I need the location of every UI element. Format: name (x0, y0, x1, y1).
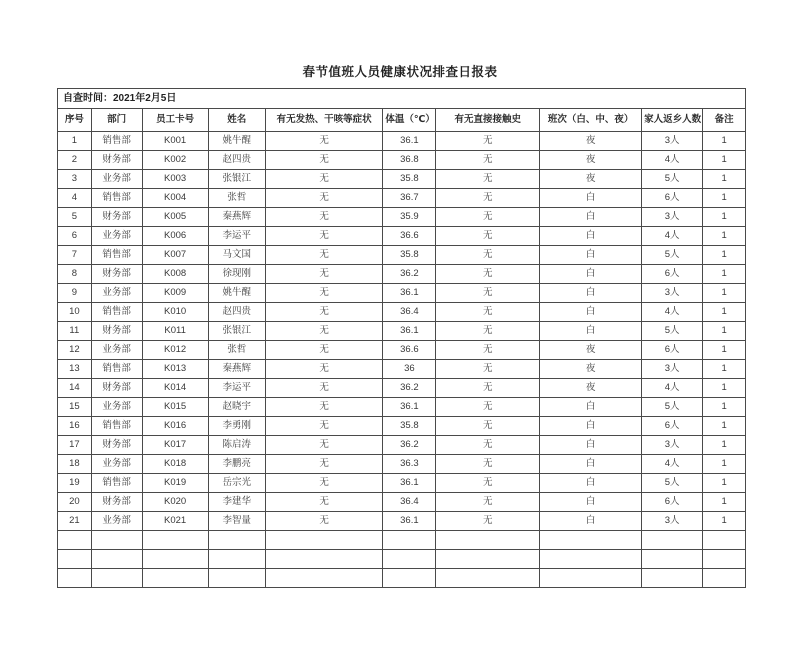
table-cell: 13 (58, 360, 92, 379)
table-cell: 赵四贵 (208, 151, 265, 170)
table-row (58, 455, 746, 474)
table-cell: 5 (58, 208, 92, 227)
table-cell: 无 (436, 379, 540, 398)
table-cell: 36.8 (383, 151, 436, 170)
table-cell: 1 (703, 265, 746, 284)
table-cell: 销售部 (91, 417, 142, 436)
table-cell: 36.1 (383, 398, 436, 417)
table-cell: 无 (436, 265, 540, 284)
table-cell: 3人 (642, 208, 703, 227)
table-cell: K009 (142, 284, 208, 303)
table-cell: 财务部 (91, 208, 142, 227)
empty-cell (540, 550, 642, 569)
empty-cell (208, 531, 265, 550)
table-cell: 无 (265, 417, 383, 436)
empty-cell (703, 569, 746, 588)
table-cell: 无 (265, 132, 383, 151)
table-row (58, 322, 746, 341)
table-cell: 2 (58, 151, 92, 170)
table-cell: 4人 (642, 227, 703, 246)
table-cell: 36.1 (383, 284, 436, 303)
table-cell: 1 (703, 132, 746, 151)
table-row (58, 265, 746, 284)
table-cell: 1 (703, 208, 746, 227)
table-cell: 无 (265, 284, 383, 303)
table-cell: 21 (58, 512, 92, 531)
table-cell: 1 (703, 151, 746, 170)
table-cell: 业务部 (91, 341, 142, 360)
empty-cell (703, 550, 746, 569)
empty-cell (58, 569, 92, 588)
table-cell: 4人 (642, 303, 703, 322)
table-cell: K012 (142, 341, 208, 360)
table-cell: K010 (142, 303, 208, 322)
table-cell: 销售部 (91, 303, 142, 322)
table-cell: K007 (142, 246, 208, 265)
table-cell: 36.2 (383, 436, 436, 455)
table-cell: 白 (540, 189, 642, 208)
table-cell: 1 (703, 379, 746, 398)
empty-cell (91, 550, 142, 569)
table-cell: 3人 (642, 512, 703, 531)
table-cell: 1 (703, 436, 746, 455)
table-cell: 徐现刚 (208, 265, 265, 284)
table-cell: 白 (540, 455, 642, 474)
table-cell: 5人 (642, 170, 703, 189)
header-cell: 家人返乡人数 (642, 109, 703, 132)
report-table (57, 88, 746, 588)
empty-cell (91, 569, 142, 588)
header-cell: 体温（℃） (383, 109, 436, 132)
header-cell: 备注 (703, 109, 746, 132)
table-cell: 无 (265, 246, 383, 265)
table-cell: K019 (142, 474, 208, 493)
table-cell: 36 (383, 360, 436, 379)
header-cell: 序号 (58, 109, 92, 132)
table-cell: 1 (703, 170, 746, 189)
table-cell: 36.1 (383, 512, 436, 531)
self-check-date: 2021年2月5日 (113, 93, 177, 104)
table-cell: 16 (58, 417, 92, 436)
table-cell: 李鹏亮 (208, 455, 265, 474)
table-cell: 白 (540, 284, 642, 303)
table-cell: 4人 (642, 455, 703, 474)
table-cell: 6 (58, 227, 92, 246)
table-row (58, 246, 746, 265)
table-cell: K004 (142, 189, 208, 208)
table-cell: 35.8 (383, 170, 436, 189)
table-cell: 无 (265, 398, 383, 417)
table-cell: 7 (58, 246, 92, 265)
table-cell: 4 (58, 189, 92, 208)
table-cell: 白 (540, 208, 642, 227)
table-row (58, 132, 746, 151)
table-cell: 无 (436, 132, 540, 151)
table-cell: 36.4 (383, 303, 436, 322)
table-cell: 无 (265, 189, 383, 208)
table-cell: 无 (436, 284, 540, 303)
table-cell: K018 (142, 455, 208, 474)
table-cell: 业务部 (91, 455, 142, 474)
table-cell: 无 (436, 170, 540, 189)
empty-cell (91, 531, 142, 550)
table-cell: 6人 (642, 265, 703, 284)
empty-cell (142, 569, 208, 588)
table-cell: 无 (265, 303, 383, 322)
page-title: 春节值班人员健康状况排查日报表 (302, 65, 498, 79)
table-cell: 财务部 (91, 151, 142, 170)
table-cell: 无 (265, 170, 383, 189)
table-cell: 3 (58, 170, 92, 189)
table-cell: 36.2 (383, 379, 436, 398)
table-cell: 销售部 (91, 360, 142, 379)
table-cell: 1 (703, 455, 746, 474)
table-row (58, 170, 746, 189)
table-cell: 20 (58, 493, 92, 512)
table-row (58, 398, 746, 417)
table-cell: 秦燕辉 (208, 208, 265, 227)
empty-cell (58, 550, 92, 569)
table-cell: 李建华 (208, 493, 265, 512)
table-cell: 无 (436, 474, 540, 493)
table-cell: 业务部 (91, 170, 142, 189)
table-cell: 1 (703, 417, 746, 436)
table-cell: 财务部 (91, 493, 142, 512)
table-cell: 白 (540, 303, 642, 322)
table-cell: 1 (703, 303, 746, 322)
table-cell: 1 (703, 474, 746, 493)
table-cell: 无 (436, 398, 540, 417)
header-cell: 有无直接接触史 (436, 109, 540, 132)
table-cell: 无 (436, 303, 540, 322)
table-cell: 岳宗光 (208, 474, 265, 493)
table-cell: 无 (265, 341, 383, 360)
table-cell: 4人 (642, 151, 703, 170)
header-cell: 姓名 (208, 109, 265, 132)
table-cell: 17 (58, 436, 92, 455)
table-cell: 夜 (540, 379, 642, 398)
table-cell: 1 (703, 360, 746, 379)
table-cell: K021 (142, 512, 208, 531)
table-cell: 张哲 (208, 341, 265, 360)
table-cell: 无 (265, 322, 383, 341)
table-cell: 36.4 (383, 493, 436, 512)
table-row (58, 303, 746, 322)
table-cell: 张银江 (208, 322, 265, 341)
table-cell: 36.2 (383, 265, 436, 284)
table-cell: 36.1 (383, 474, 436, 493)
table-cell: 无 (265, 151, 383, 170)
table-cell: K005 (142, 208, 208, 227)
empty-cell (642, 550, 703, 569)
table-cell: 无 (436, 436, 540, 455)
table-cell: 36.3 (383, 455, 436, 474)
empty-cell (436, 569, 540, 588)
empty-cell (58, 531, 92, 550)
table-cell: 6人 (642, 189, 703, 208)
table-cell: 35.9 (383, 208, 436, 227)
table-cell: 15 (58, 398, 92, 417)
table-cell: 36.6 (383, 227, 436, 246)
table-cell: 夜 (540, 360, 642, 379)
table-cell: 李智量 (208, 512, 265, 531)
table-cell: 白 (540, 436, 642, 455)
table-cell: 白 (540, 398, 642, 417)
table-row (58, 284, 746, 303)
table-cell: 36.1 (383, 132, 436, 151)
empty-cell (142, 550, 208, 569)
table-cell: 无 (265, 360, 383, 379)
table-cell: K011 (142, 322, 208, 341)
header-cell: 员工卡号 (142, 109, 208, 132)
empty-row (58, 531, 746, 550)
table-cell: 夜 (540, 132, 642, 151)
table-cell: 财务部 (91, 436, 142, 455)
empty-cell (142, 531, 208, 550)
empty-cell (383, 569, 436, 588)
empty-cell (436, 550, 540, 569)
table-cell: 夜 (540, 341, 642, 360)
table-cell: 36.6 (383, 341, 436, 360)
table-cell: 1 (703, 227, 746, 246)
empty-cell (265, 550, 383, 569)
self-check-label: 自查时间： (63, 93, 113, 104)
empty-cell (383, 531, 436, 550)
table-cell: 白 (540, 265, 642, 284)
table-cell: 无 (436, 360, 540, 379)
table-cell: K008 (142, 265, 208, 284)
table-cell: K015 (142, 398, 208, 417)
table-cell: 1 (58, 132, 92, 151)
table-cell: 销售部 (91, 246, 142, 265)
table-cell: 销售部 (91, 189, 142, 208)
table-cell: 无 (436, 455, 540, 474)
table-cell: 李勇刚 (208, 417, 265, 436)
table-cell: 5人 (642, 322, 703, 341)
table-cell: 1 (703, 398, 746, 417)
table-cell: 36.1 (383, 322, 436, 341)
table-cell: 白 (540, 227, 642, 246)
table-row (58, 474, 746, 493)
table-cell: 3人 (642, 132, 703, 151)
empty-cell (642, 531, 703, 550)
table-cell: 白 (540, 417, 642, 436)
table-cell: 6人 (642, 417, 703, 436)
table-row (58, 512, 746, 531)
empty-cell (436, 531, 540, 550)
table-cell: 36.7 (383, 189, 436, 208)
header-cell: 有无发热、干咳等症状 (265, 109, 383, 132)
table-cell: K020 (142, 493, 208, 512)
table-cell: 无 (265, 379, 383, 398)
table-cell: 无 (436, 493, 540, 512)
table-cell: 10 (58, 303, 92, 322)
empty-cell (642, 569, 703, 588)
table-cell: 无 (265, 208, 383, 227)
table-row (58, 417, 746, 436)
table-cell: 无 (436, 246, 540, 265)
table-cell: 无 (265, 455, 383, 474)
table-cell: 业务部 (91, 512, 142, 531)
table-cell: 业务部 (91, 284, 142, 303)
table-cell: 无 (436, 341, 540, 360)
table-cell: K013 (142, 360, 208, 379)
table-cell: 1 (703, 341, 746, 360)
table-cell: K006 (142, 227, 208, 246)
self-check-time-row (58, 89, 746, 109)
table-cell: 1 (703, 493, 746, 512)
table-cell: 3人 (642, 436, 703, 455)
table-cell: 无 (436, 189, 540, 208)
table-cell: 姚牛醒 (208, 132, 265, 151)
table-cell: 无 (265, 265, 383, 284)
table-cell: 夜 (540, 170, 642, 189)
header-cell: 部门 (91, 109, 142, 132)
table-cell: 张哲 (208, 189, 265, 208)
table-cell: 白 (540, 512, 642, 531)
empty-cell (208, 550, 265, 569)
table-cell: 18 (58, 455, 92, 474)
table-cell: 6人 (642, 341, 703, 360)
table-cell: 19 (58, 474, 92, 493)
table-cell: 白 (540, 246, 642, 265)
table-cell: K003 (142, 170, 208, 189)
empty-row (58, 550, 746, 569)
table-cell: 无 (436, 151, 540, 170)
table-cell: 张银江 (208, 170, 265, 189)
table-row (58, 493, 746, 512)
table-cell: 无 (265, 227, 383, 246)
table-cell: K017 (142, 436, 208, 455)
table-cell: 白 (540, 493, 642, 512)
empty-cell (383, 550, 436, 569)
table-cell: 12 (58, 341, 92, 360)
table-cell: 财务部 (91, 265, 142, 284)
table-cell: K002 (142, 151, 208, 170)
table-cell: K001 (142, 132, 208, 151)
empty-cell (703, 531, 746, 550)
empty-cell (265, 531, 383, 550)
table-row (58, 227, 746, 246)
table-cell: 6人 (642, 493, 703, 512)
table-cell: 业务部 (91, 398, 142, 417)
table-cell: 夜 (540, 151, 642, 170)
table-cell: 无 (436, 512, 540, 531)
table-cell: 姚牛醒 (208, 284, 265, 303)
table-cell: 35.8 (383, 417, 436, 436)
table-cell: 无 (265, 512, 383, 531)
table-cell: 5人 (642, 398, 703, 417)
table-cell: 财务部 (91, 322, 142, 341)
empty-row (58, 569, 746, 588)
table-cell: 9 (58, 284, 92, 303)
table-cell: 35.8 (383, 246, 436, 265)
table-cell: 赵晓宇 (208, 398, 265, 417)
table-row (58, 436, 746, 455)
table-cell: 销售部 (91, 132, 142, 151)
table-row (58, 151, 746, 170)
self-check-time (58, 89, 746, 109)
table-cell: 马文国 (208, 246, 265, 265)
table-cell: K016 (142, 417, 208, 436)
table-cell: 3人 (642, 284, 703, 303)
table-cell: 1 (703, 246, 746, 265)
table-cell: 业务部 (91, 227, 142, 246)
table-cell: 白 (540, 322, 642, 341)
table-cell: 无 (436, 208, 540, 227)
table-cell: K014 (142, 379, 208, 398)
table-cell: 1 (703, 512, 746, 531)
table-cell: 无 (436, 322, 540, 341)
table-cell: 白 (540, 474, 642, 493)
table-cell: 4人 (642, 379, 703, 398)
table-cell: 李运平 (208, 227, 265, 246)
table-cell: 陈启涛 (208, 436, 265, 455)
table-cell: 无 (265, 493, 383, 512)
table-cell: 赵四贵 (208, 303, 265, 322)
table-cell: 秦燕辉 (208, 360, 265, 379)
header-cell: 班次（白、中、夜） (540, 109, 642, 132)
table-row (58, 208, 746, 227)
table-cell: 14 (58, 379, 92, 398)
table-cell: 销售部 (91, 474, 142, 493)
table-cell: 5人 (642, 246, 703, 265)
table-cell: 无 (436, 227, 540, 246)
empty-cell (540, 569, 642, 588)
table-cell: 11 (58, 322, 92, 341)
table-row (58, 341, 746, 360)
table-row (58, 379, 746, 398)
table-cell: 1 (703, 322, 746, 341)
empty-cell (208, 569, 265, 588)
table-cell: 无 (265, 474, 383, 493)
table-row (58, 189, 746, 208)
table-cell: 财务部 (91, 379, 142, 398)
empty-cell (540, 531, 642, 550)
table-cell: 8 (58, 265, 92, 284)
table-row (58, 360, 746, 379)
table-cell: 1 (703, 284, 746, 303)
table-cell: 3人 (642, 360, 703, 379)
table-cell: 李运平 (208, 379, 265, 398)
table-cell: 无 (436, 417, 540, 436)
table-cell: 无 (265, 436, 383, 455)
table-cell: 5人 (642, 474, 703, 493)
table-cell: 1 (703, 189, 746, 208)
header-row (58, 109, 746, 132)
empty-cell (265, 569, 383, 588)
